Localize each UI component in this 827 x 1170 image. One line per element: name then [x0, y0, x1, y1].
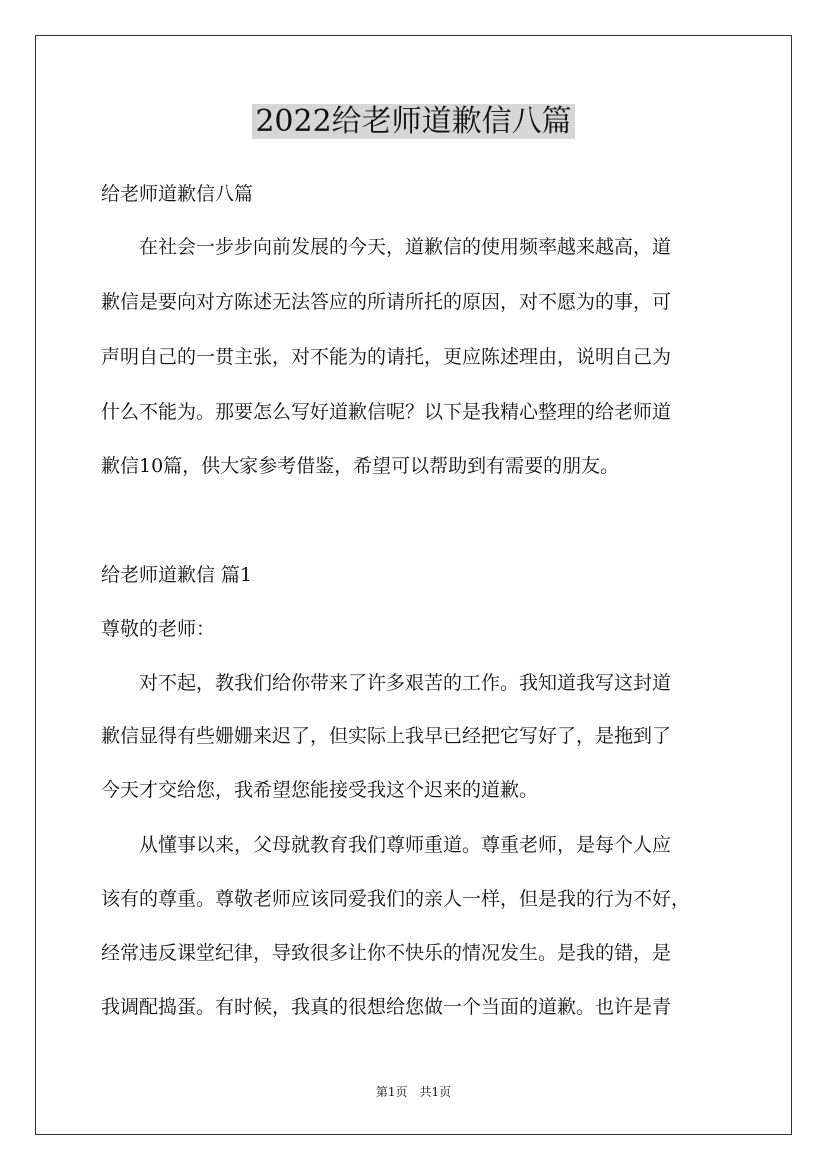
body-line: 今天才交给您，我希望您能接受我这个迟来的道歉。: [101, 779, 539, 801]
intro-line: 在社会一步步向前发展的今天，道歉信的使用频率越来越高，道: [101, 236, 672, 258]
document-title: [0, 100, 827, 144]
intro-line: 什么不能为。那要怎么写好道歉信呢？以下是我精心整理的给老师道: [101, 401, 672, 423]
body-line: 我调配捣蛋。有时候，我真的很想给您做一个当面的道歉。也许是青: [101, 996, 672, 1018]
page-footer: 第1页 共1页: [375, 1085, 452, 1099]
body-line: 歉信显得有些姗姗来迟了，但实际上我早已经把它写好了，是拖到了: [101, 725, 672, 747]
body-line: 从懂事以来，父母就教育我们尊师重道。尊重老师，是每个人应: [101, 834, 672, 856]
document-title-text: 2022给老师道歉信八篇: [252, 104, 574, 139]
body-line: 经常违反课堂纪律，导致很多让你不快乐的情况发生。是我的错，是: [101, 942, 672, 964]
intro-line: 歉信是要向对方陈述无法答应的所请所托的原因，对不愿为的事，可: [101, 291, 672, 313]
intro-line: 声明自己的一贯主张，对不能为的请托，更应陈述理由，说明自己为: [101, 346, 672, 368]
intro-line: 歉信10篇，供大家参考借鉴，希望可以帮助到有需要的朋友。: [101, 455, 620, 477]
body-line: 该有的尊重。尊敬老师应该同爱我们的亲人一样，但是我的行为不好，: [101, 888, 691, 910]
section-heading: 给老师道歉信 篇1: [101, 564, 253, 586]
body-line: 对不起，教我们给你带来了许多艰苦的工作。我知道我写这封道: [101, 672, 672, 694]
salutation: 尊敬的老师：: [101, 618, 216, 640]
subtitle: 给老师道歉信八篇: [101, 183, 254, 205]
